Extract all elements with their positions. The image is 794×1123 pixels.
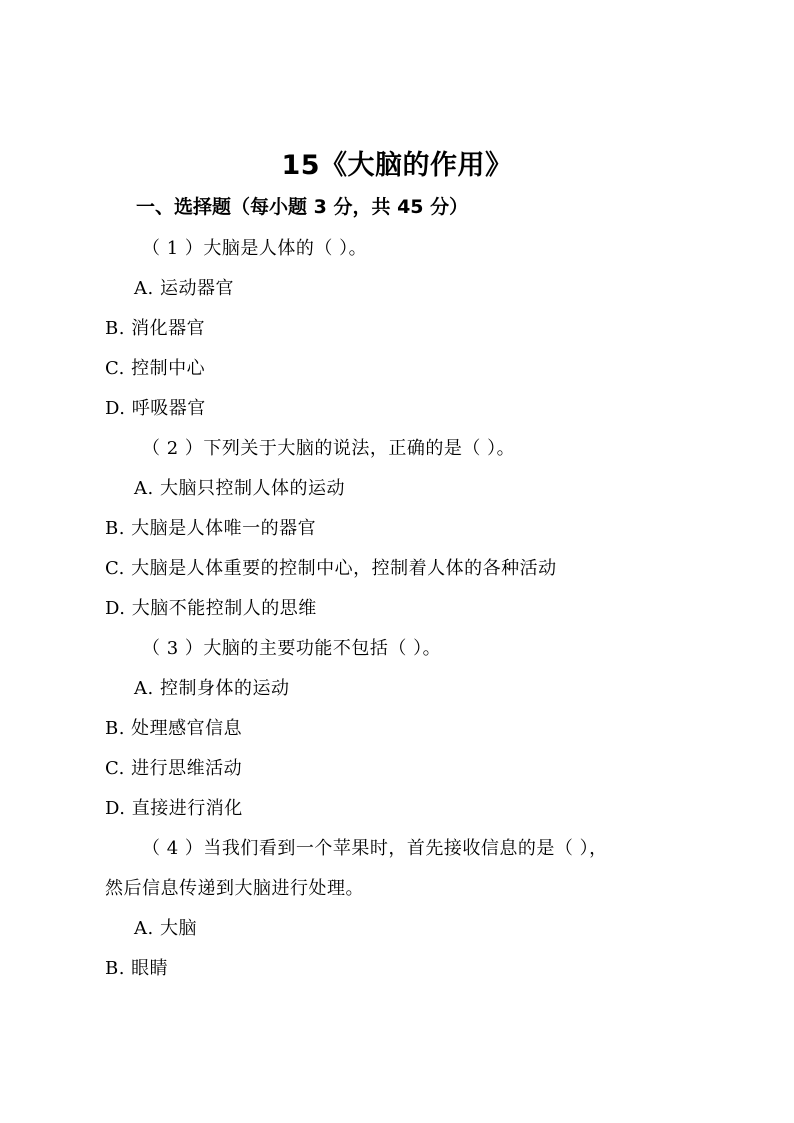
question-2-option-a: A. 大脑只控制人体的运动 bbox=[134, 478, 345, 499]
question-2-option-b: B. 大脑是人体唯一的器官 bbox=[105, 518, 317, 539]
section-heading: 一、选择题（每小题 3 分，共 45 分） bbox=[136, 196, 469, 218]
question-2-option-c: C. 大脑是人体重要的控制中心，控制着人体的各种活动 bbox=[105, 558, 557, 579]
page-title: 15《大脑的作用》 bbox=[281, 150, 513, 181]
question-3-option-d: D. 直接进行消化 bbox=[105, 798, 243, 819]
question-2-option-d: D. 大脑不能控制人的思维 bbox=[105, 598, 317, 619]
question-1-option-d: D. 呼吸器官 bbox=[105, 398, 206, 419]
question-3-option-a: A. 控制身体的运动 bbox=[134, 678, 290, 699]
question-4-stem: （ 4 ）当我们看到一个苹果时，首先接收信息的是（ ）， bbox=[142, 838, 608, 859]
question-3-option-c: C. 进行思维活动 bbox=[105, 758, 243, 779]
question-1-option-c: C. 控制中心 bbox=[105, 358, 206, 379]
question-4-option-b: B. 眼睛 bbox=[105, 958, 169, 979]
question-4-stem-continued: 然后信息传递到大脑进行处理。 bbox=[105, 878, 364, 899]
question-4-option-a: A. 大脑 bbox=[134, 918, 197, 939]
question-3-stem: （ 3 ）大脑的主要功能不包括（ ）。 bbox=[142, 638, 442, 659]
question-1-stem: （ 1 ）大脑是人体的（ ）。 bbox=[142, 238, 368, 259]
question-1-option-b: B. 消化器官 bbox=[105, 318, 206, 339]
question-3-option-b: B. 处理感官信息 bbox=[105, 718, 243, 739]
question-1-option-a: A. 运动器官 bbox=[134, 278, 234, 299]
question-2-stem: （ 2 ）下列关于大脑的说法，正确的是（ ）。 bbox=[142, 438, 516, 459]
